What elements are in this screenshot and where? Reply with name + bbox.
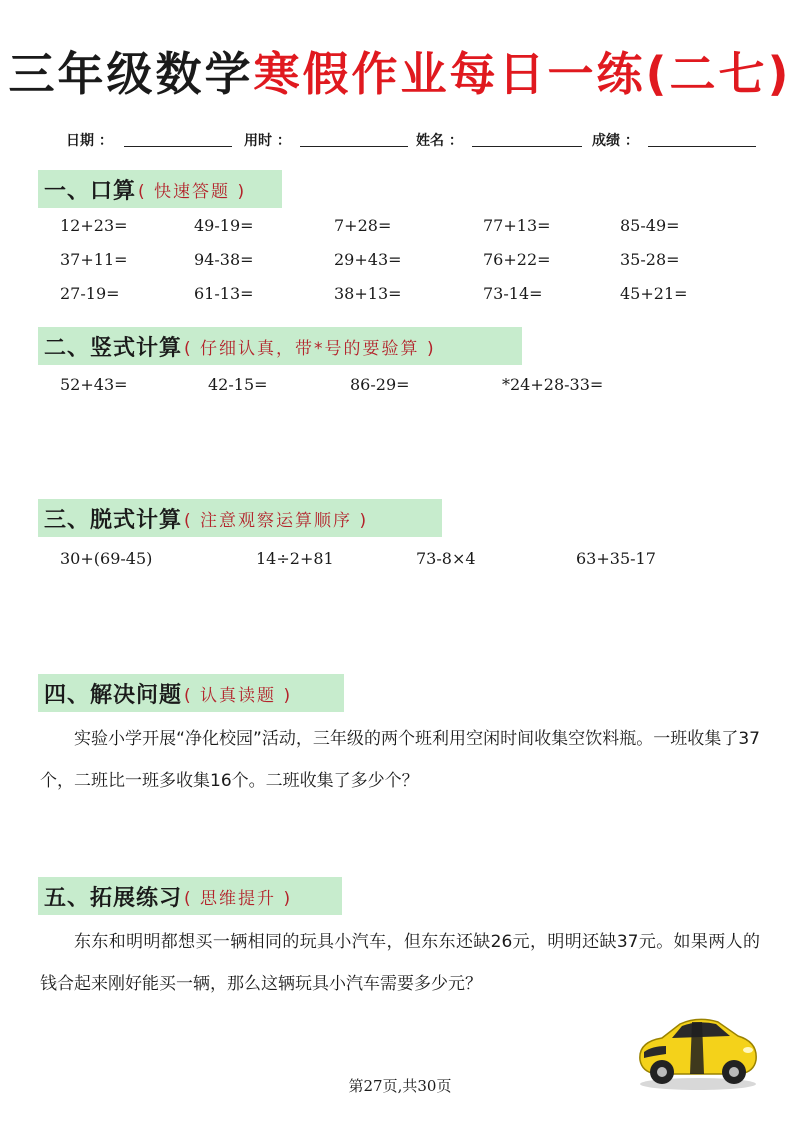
- mental-math-item: 85-49=: [620, 216, 680, 235]
- mental-math-item: 12+23=: [60, 216, 128, 235]
- word-problem-text: 实验小学开展“净化校园”活动，三年级的两个班利用空闲时间收集空饮料瓶。一班收集了37个，二班比一班多收集16个。二班收集了多少个？: [40, 729, 760, 791]
- mental-math-item: 37+11=: [60, 250, 128, 269]
- section-2-title: 二、竖式计算: [44, 335, 183, 361]
- section-3-title: 三、脱式计算: [44, 507, 183, 533]
- mental-math-item: 29+43=: [334, 250, 402, 269]
- date-field[interactable]: [124, 146, 232, 147]
- info-row: [66, 130, 766, 154]
- step-calc-item: 30+(69-45): [60, 549, 153, 568]
- section-1-header: [38, 170, 282, 208]
- section-5-subtitle: ( 思维提升 ): [184, 888, 293, 909]
- section-4-title: 四、解决问题: [44, 682, 183, 708]
- title-red: 寒假作业每日一练(二七): [253, 47, 792, 101]
- mental-math-item: 27-19=: [60, 284, 120, 303]
- section-2-header: [38, 327, 522, 365]
- mental-math-item: 45+21=: [620, 284, 688, 303]
- vertical-calc-item: 42-15=: [208, 375, 268, 394]
- time-field[interactable]: [300, 146, 408, 147]
- step-calc-item: 14÷2+81: [256, 549, 334, 568]
- mental-math-item: 73-14=: [483, 284, 543, 303]
- score-field[interactable]: [648, 146, 756, 147]
- mental-math-item: 35-28=: [620, 250, 680, 269]
- vertical-calc-item: 86-29=: [350, 375, 410, 394]
- section-1-title: 一、口算: [44, 178, 137, 204]
- page-number: 第27页,共30页: [348, 1077, 452, 1095]
- step-calc-item: 63+35-17: [576, 549, 656, 568]
- mental-math-item: 61-13=: [194, 284, 254, 303]
- mental-math-item: 77+13=: [483, 216, 551, 235]
- extension-problem-text: 东东和明明都想买一辆相同的玩具小汽车，但东东还缺26元，明明还缺37元。如果两人的钱合起来刚好能买一辆，那么这辆玩具小汽车需要多少元？: [40, 932, 760, 994]
- mental-math-item: 7+28=: [334, 216, 392, 235]
- name-label: 姓名 ：: [416, 133, 463, 149]
- mental-math-item: 94-38=: [194, 250, 254, 269]
- vertical-calc-item: 52+43=: [60, 375, 128, 394]
- section-4-subtitle: ( 认真读题 ): [184, 685, 293, 706]
- vertical-calc-item: *24+28-33=: [502, 375, 604, 394]
- section-4-header: [38, 674, 344, 712]
- section-5-header: [38, 877, 342, 915]
- section-3-subtitle: ( 注意观察运算顺序 ): [184, 510, 369, 531]
- section-5-title: 五、拓展练习: [44, 885, 183, 911]
- score-label: 成绩 ：: [592, 133, 639, 149]
- date-label: 日期 ：: [66, 133, 113, 149]
- mental-math-item: 49-19=: [194, 216, 254, 235]
- mental-math-item: 38+13=: [334, 284, 402, 303]
- section-2-subtitle: ( 仔细认真，带*号的要验算 ): [184, 338, 436, 359]
- title-black: 三年级数学: [8, 47, 254, 101]
- page-title: [0, 38, 800, 104]
- step-calc-item: 73-8×4: [416, 549, 476, 568]
- time-label: 用时 ：: [244, 133, 291, 149]
- section-1-subtitle: ( 快速答题 ): [138, 181, 247, 202]
- section-3-header: [38, 499, 442, 537]
- name-field[interactable]: [472, 146, 582, 147]
- mental-math-item: 76+22=: [483, 250, 551, 269]
